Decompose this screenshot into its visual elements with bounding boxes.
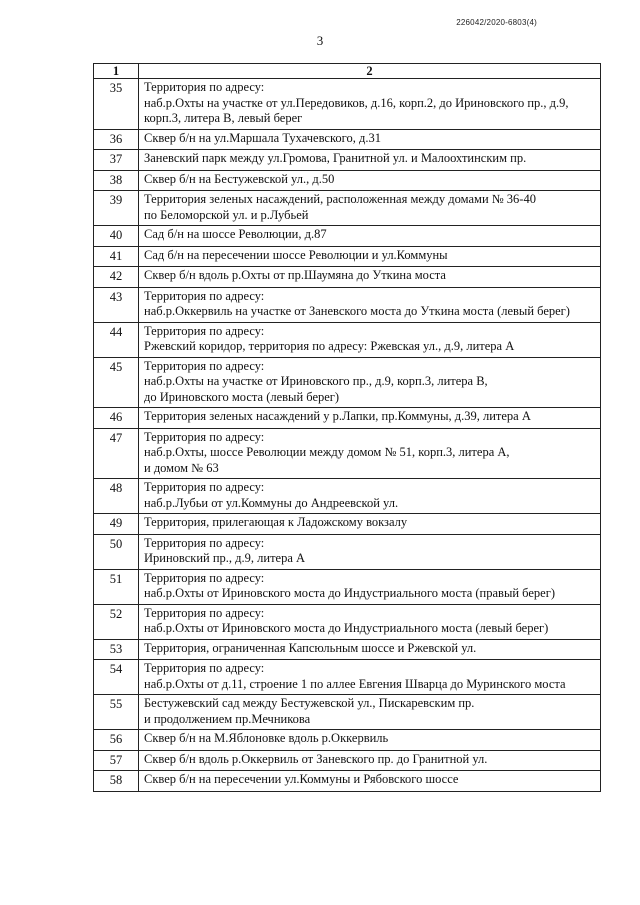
table-row — [94, 357, 601, 408]
table-row — [94, 750, 601, 771]
document-number: 226042/2020-6803(4) — [456, 18, 537, 27]
row-number: 58 — [94, 771, 139, 792]
table-row — [94, 150, 601, 171]
row-description: Территория по адресу: наб.р.Охты, шоссе Революции между домом № 51, корп.3, литера А, и домом № 63 — [139, 428, 601, 479]
table-row — [94, 569, 601, 604]
row-description: Сквер б/н вдоль р.Оккервиль от Заневского пр. до Гранитной ул. — [139, 750, 601, 771]
row-description: Территория по адресу: наб.р.Охты от д.11, строение 1 по аллее Евгения Шварца до Муринского моста — [139, 660, 601, 695]
row-number: 57 — [94, 750, 139, 771]
table-row — [94, 129, 601, 150]
row-description: Территория по адресу: наб.р.Охты от Ириновского моста до Индустриального моста (правый берег) — [139, 569, 601, 604]
row-number: 56 — [94, 730, 139, 751]
table-row — [94, 79, 601, 130]
row-description: Сад б/н на пересечении шоссе Революции и ул.Коммуны — [139, 246, 601, 267]
row-number: 42 — [94, 267, 139, 288]
row-number: 50 — [94, 534, 139, 569]
table-row — [94, 604, 601, 639]
row-number: 52 — [94, 604, 139, 639]
table-row — [94, 322, 601, 357]
page-number: 3 — [316, 33, 324, 48]
table-row — [94, 514, 601, 535]
row-description: Сквер б/н на пересечении ул.Коммуны и Рябовского шоссе — [139, 771, 601, 792]
row-description: Сквер б/н вдоль р.Охты от пр.Шаумяна до Уткина моста — [139, 267, 601, 288]
row-number: 44 — [94, 322, 139, 357]
table-row — [94, 639, 601, 660]
table-row — [94, 170, 601, 191]
row-number: 40 — [94, 226, 139, 247]
row-description: Заневский парк между ул.Громова, Гранитной ул. и Малоохтинским пр. — [139, 150, 601, 171]
row-number: 43 — [94, 287, 139, 322]
table-row — [94, 191, 601, 226]
table-row — [94, 226, 601, 247]
table-row — [94, 771, 601, 792]
row-description: Территория по адресу: наб.р.Оккервиль на участке от Заневского моста до Уткина моста (левый берег) — [139, 287, 601, 322]
table-row — [94, 428, 601, 479]
row-description: Сквер б/н на М.Яблоновке вдоль р.Оккервиль — [139, 730, 601, 751]
table-row — [94, 287, 601, 322]
table-row — [94, 246, 601, 267]
row-description: Бестужевский сад между Бестужевской ул., Пискаревским пр. и продолжением пр.Мечникова — [139, 695, 601, 730]
row-description: Территория по адресу: наб.р.Охты от Ириновского моста до Индустриального моста (левый берег) — [139, 604, 601, 639]
row-description: Территория по адресу: Ржевский коридор, территория по адресу: Ржевская ул., д.9, литера А — [139, 322, 601, 357]
table-header-row — [94, 64, 601, 79]
row-description: Территория по адресу: наб.р.Охты на участке от Ириновского пр., д.9, корп.3, литера В, до Ириновского моста (левый берег) — [139, 357, 601, 408]
row-description: Территория по адресу: наб.р.Охты на участке от ул.Передовиков, д.16, корп.2, до Ириновского пр., д.9, корп.3, литера В, левый берег — [139, 79, 601, 130]
row-description: Территория по адресу: наб.р.Лубьи от ул.Коммуны до Андреевской ул. — [139, 479, 601, 514]
row-description: Сквер б/н на Бестужевской ул., д.50 — [139, 170, 601, 191]
row-number: 35 — [94, 79, 139, 130]
table-row — [94, 479, 601, 514]
row-number: 53 — [94, 639, 139, 660]
row-description: Территория, прилегающая к Ладожскому вокзалу — [139, 514, 601, 535]
table-row — [94, 267, 601, 288]
row-number: 48 — [94, 479, 139, 514]
row-number: 47 — [94, 428, 139, 479]
column-header-2: 2 — [139, 64, 601, 79]
row-number: 54 — [94, 660, 139, 695]
row-description: Территория, ограниченная Капсюльным шоссе и Ржевской ул. — [139, 639, 601, 660]
row-description: Территория по адресу: Ириновский пр., д.9, литера А — [139, 534, 601, 569]
row-number: 51 — [94, 569, 139, 604]
row-description: Территория зеленых насаждений у р.Лапки, пр.Коммуны, д.39, литера А — [139, 408, 601, 429]
table-row — [94, 408, 601, 429]
row-number: 45 — [94, 357, 139, 408]
table-row — [94, 695, 601, 730]
row-number: 37 — [94, 150, 139, 171]
row-number: 46 — [94, 408, 139, 429]
column-header-1: 1 — [94, 64, 139, 79]
row-number: 38 — [94, 170, 139, 191]
row-description: Территория зеленых насаждений, расположенная между домами № 36-40 по Беломорской ул. и р.Лубьей — [139, 191, 601, 226]
table-row — [94, 534, 601, 569]
row-description: Сад б/н на шоссе Революции, д.87 — [139, 226, 601, 247]
row-number: 39 — [94, 191, 139, 226]
territory-table — [93, 63, 601, 792]
row-number: 36 — [94, 129, 139, 150]
row-number: 49 — [94, 514, 139, 535]
table-row — [94, 730, 601, 751]
row-number: 41 — [94, 246, 139, 267]
row-description: Сквер б/н на ул.Маршала Тухачевского, д.31 — [139, 129, 601, 150]
table-row — [94, 660, 601, 695]
row-number: 55 — [94, 695, 139, 730]
